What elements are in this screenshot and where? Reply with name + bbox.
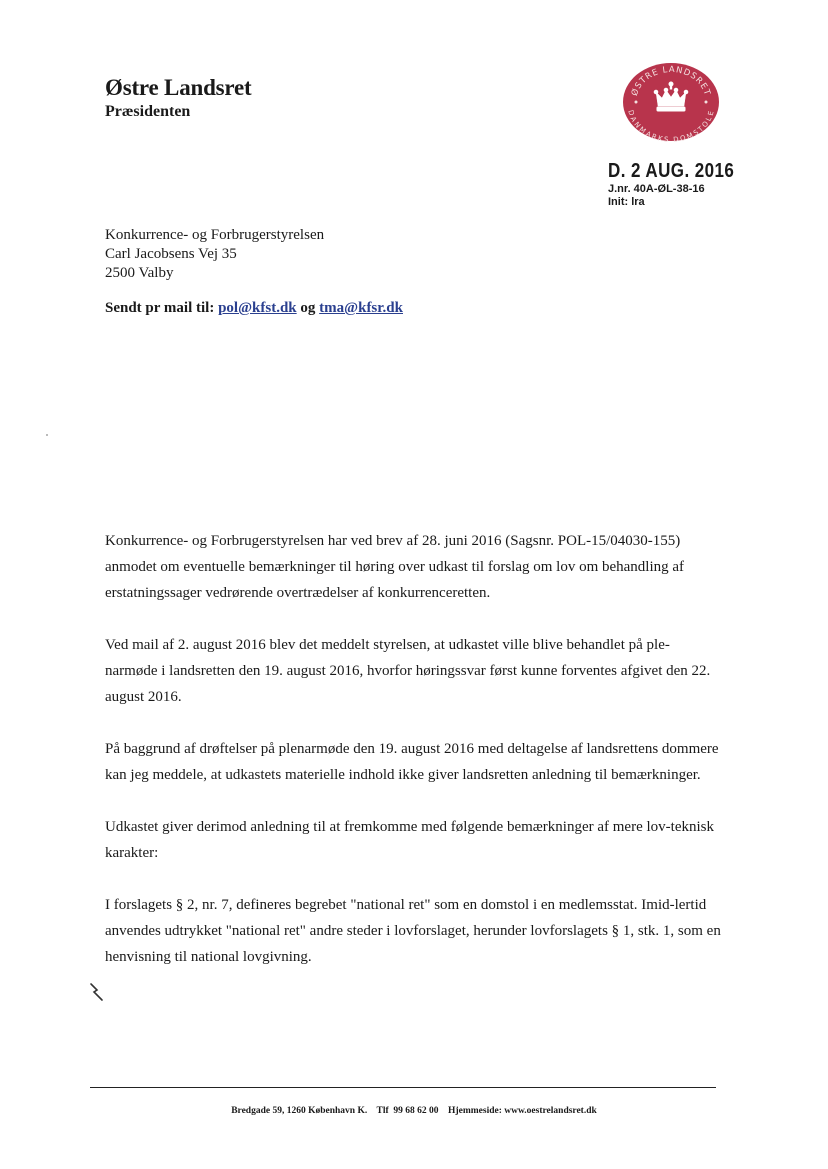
letter-body (105, 528, 721, 996)
email-link-tma[interactable]: tma@kfsr.dk (319, 300, 403, 316)
body-paragraph: Konkurrence- og Forbrugerstyrelsen har ved brev af 28. juni 2016 (Sagsnr. POL-15/04030-155) anmodet om eventuelle bemærkninger til høring over udkast til forslag om lov om behandling af erstatningssager vedrørende overtrædelser af konkurrenceretten. (105, 533, 685, 601)
email-link-pol[interactable]: pol@kfst.dk (218, 300, 297, 316)
initials: Init: lra (608, 196, 645, 208)
body-paragraph: I forslagets § 2, nr. 7, defineres begrebet "national ret" som en domstol i en medlemsstat. Imid-lertid anvendes udtrykket "national ret" andre steder i lovforslaget, herunder lovforslagets § 1, stk. 1, som en henvisning til national lovgivning. (105, 897, 721, 965)
recipient-line: Carl Jacobsens Vej 35 (105, 246, 237, 262)
court-name: Østre Landsret (105, 75, 252, 100)
seal-text-top: ØSTRE LANDSRET (629, 64, 713, 98)
scan-speck (46, 434, 48, 436)
court-seal-stamp (622, 62, 720, 142)
journal-number: J.nr. 40A-ØL-38-16 (608, 183, 705, 195)
body-paragraph: På baggrund af drøftelser på plenarmøde den 19. august 2016 med deltagelse af landsrettens dommere kan jeg meddele, at udkastets materielle indhold ikke giver landsretten anledning til bemærkninger. (105, 741, 719, 783)
stamp-date: D. 2 AUG. 2016 (608, 160, 735, 182)
sent-prefix: Sendt pr mail til: (105, 300, 215, 316)
handwritten-check-mark (88, 980, 114, 1004)
body-paragraph: Udkastet giver derimod anledning til at fremkomme med følgende bemærkninger af mere lov-teknisk karakter: (105, 819, 714, 861)
received-stamp (608, 160, 757, 209)
footer-contact: Bredgade 59, 1260 København K. Tlf 99 68 62 00 Hjemmeside: www.oestrelandsret.dk (231, 1106, 597, 1116)
sent-joiner: og (300, 300, 316, 316)
recipient-line: Konkurrence- og Forbrugerstyrelsen (105, 227, 325, 243)
seal-text-bottom: DANMARKS DOMSTOLE (626, 109, 716, 142)
sent-by-mail-line (105, 300, 403, 317)
body-paragraph: Ved mail af 2. august 2016 blev det meddelt styrelsen, at udkastet ville blive behandlet på ple-narmøde i landsretten den 19. august 2016, hvorfor høringssvar først kunne forventes afgivet den 22. august 2016. (105, 637, 711, 705)
sender-role: Præsidenten (105, 103, 191, 120)
recipient-line: 2500 Valby (105, 265, 174, 281)
recipient-address (105, 226, 324, 283)
footer-divider (90, 1087, 716, 1088)
